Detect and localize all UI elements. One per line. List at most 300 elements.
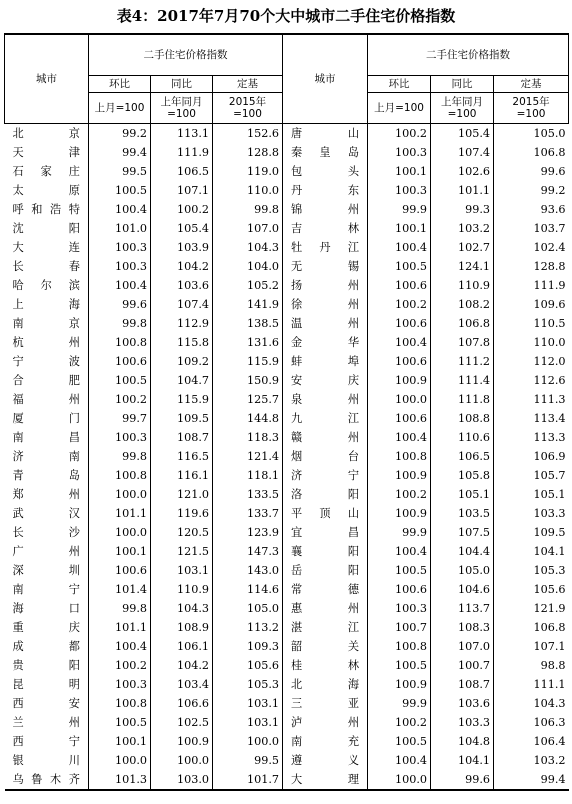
fixed-value-right: 106.8	[494, 143, 569, 162]
fixed-value-left: 107.0	[213, 219, 283, 238]
yoy-value-right: 107.4	[431, 143, 494, 162]
table-row	[5, 257, 569, 276]
table-row	[5, 428, 569, 447]
city-name-right: 赣州	[283, 428, 368, 447]
mom-value-right: 100.1	[368, 219, 431, 238]
yoy-value-right: 104.4	[431, 542, 494, 561]
city-name-right: 常德	[283, 580, 368, 599]
mom-value-left: 100.8	[89, 466, 151, 485]
yoy-value-left: 108.7	[151, 428, 213, 447]
yoy-value-right: 108.7	[431, 675, 494, 694]
city-name-left: 宁波	[12, 355, 80, 368]
yoy-value-right: 105.8	[431, 466, 494, 485]
mom-value-right: 100.3	[368, 599, 431, 618]
mom-value-right: 99.9	[368, 523, 431, 542]
yoy-value-right: 103.5	[431, 504, 494, 523]
mom-value-right: 100.6	[368, 276, 431, 295]
table-row	[5, 504, 569, 523]
table-row	[5, 352, 569, 371]
fixed-value-left: 109.3	[213, 637, 283, 656]
fixed-value-left: 118.1	[213, 466, 283, 485]
mom-value-left: 100.4	[89, 276, 151, 295]
fixed-value-right: 109.6	[494, 295, 569, 314]
table-row	[5, 295, 569, 314]
city-name-left: 南昌	[12, 431, 80, 444]
yoy-value-left: 105.4	[151, 219, 213, 238]
yoy-value-right: 106.8	[431, 314, 494, 333]
city-name-right: 包头	[283, 162, 368, 181]
mom-value-right: 100.9	[368, 466, 431, 485]
mom-value-right: 100.5	[368, 656, 431, 675]
mom-value-right: 100.2	[368, 295, 431, 314]
city-name-right: 襄阳	[283, 542, 368, 561]
city-name-right: 泸州	[283, 713, 368, 732]
yoy-value-left: 120.5	[151, 523, 213, 542]
fixed-value-right: 99.6	[494, 162, 569, 181]
fixed-value-left: 141.9	[213, 295, 283, 314]
city-name-left: 深圳	[12, 564, 80, 577]
table-row	[5, 523, 569, 542]
mom-value-right: 100.6	[368, 352, 431, 371]
table-row	[5, 238, 569, 257]
yoy-value-right: 105.4	[431, 124, 494, 144]
yoy-value-right: 108.2	[431, 295, 494, 314]
table-row	[5, 390, 569, 409]
city-name-right: 洛阳	[283, 485, 368, 504]
mom-value-right: 100.4	[368, 333, 431, 352]
city-name-left: 呼和浩特	[12, 203, 80, 216]
city-name-left: 兰州	[12, 716, 80, 729]
table-row	[5, 466, 569, 485]
yoy-value-left: 111.9	[151, 143, 213, 162]
yoy-value-left: 100.0	[151, 751, 213, 770]
yoy-value-left: 109.5	[151, 409, 213, 428]
fixed-value-right: 102.4	[494, 238, 569, 257]
yoy-value-right: 111.2	[431, 352, 494, 371]
yoy-value-left: 103.4	[151, 675, 213, 694]
fixed-value-left: 133.7	[213, 504, 283, 523]
yoy-value-right: 103.2	[431, 219, 494, 238]
city-name-right: 桂林	[283, 656, 368, 675]
city-name-left: 西安	[12, 697, 80, 710]
mom-value-left: 100.6	[89, 561, 151, 580]
fixed-value-left: 104.0	[213, 257, 283, 276]
fixed-value-left: 101.7	[213, 770, 283, 790]
fixed-value-right: 105.7	[494, 466, 569, 485]
yoy-value-left: 121.0	[151, 485, 213, 504]
mom-value-left: 100.0	[89, 523, 151, 542]
fixed-value-left: 113.2	[213, 618, 283, 637]
city-name-left: 济南	[12, 450, 80, 463]
city-name-left: 杭州	[12, 336, 80, 349]
table-row	[5, 751, 569, 770]
city-name-right: 济宁	[283, 466, 368, 485]
mom-value-right: 100.8	[368, 637, 431, 656]
mom-value-left: 100.3	[89, 257, 151, 276]
city-name-left: 贵阳	[12, 659, 80, 672]
table-row	[5, 143, 569, 162]
col-fixed-left: 定基	[213, 76, 283, 93]
city-name-left: 广州	[12, 545, 80, 558]
fixed-value-right: 109.5	[494, 523, 569, 542]
fixed-value-right: 106.8	[494, 618, 569, 637]
city-name-right: 岳阳	[283, 561, 368, 580]
fixed-value-right: 111.3	[494, 390, 569, 409]
mom-value-right: 100.6	[368, 409, 431, 428]
city-name-left: 哈尔滨	[12, 279, 80, 292]
mom-value-right: 100.2	[368, 713, 431, 732]
fixed-value-right: 110.5	[494, 314, 569, 333]
yoy-value-left: 100.2	[151, 200, 213, 219]
yoy-value-left: 104.3	[151, 599, 213, 618]
table-row	[5, 542, 569, 561]
city-name-left: 武汉	[12, 507, 80, 520]
base-fixed-left: 2015年=100	[213, 93, 283, 124]
mom-value-right: 100.3	[368, 143, 431, 162]
fixed-value-left: 105.2	[213, 276, 283, 295]
table-row	[5, 580, 569, 599]
fixed-value-right: 103.3	[494, 504, 569, 523]
mom-value-right: 100.6	[368, 314, 431, 333]
city-name-right: 扬州	[283, 276, 368, 295]
fixed-value-right: 113.4	[494, 409, 569, 428]
mom-value-right: 100.5	[368, 257, 431, 276]
mom-value-left: 100.6	[89, 352, 151, 371]
yoy-value-right: 104.1	[431, 751, 494, 770]
fixed-value-left: 119.0	[213, 162, 283, 181]
yoy-value-left: 103.0	[151, 770, 213, 790]
fixed-value-left: 104.3	[213, 238, 283, 257]
yoy-value-right: 108.8	[431, 409, 494, 428]
fixed-value-left: 131.6	[213, 333, 283, 352]
city-name-left: 青岛	[12, 469, 80, 482]
table-body	[5, 124, 569, 791]
mom-value-left: 100.0	[89, 485, 151, 504]
table-row	[5, 219, 569, 238]
fixed-value-right: 106.3	[494, 713, 569, 732]
city-name-left: 长春	[12, 260, 80, 273]
table-row	[5, 713, 569, 732]
yoy-value-right: 104.6	[431, 580, 494, 599]
yoy-value-left: 115.8	[151, 333, 213, 352]
base-yoy-left: 上年同月=100	[151, 93, 213, 124]
mom-value-left: 100.2	[89, 656, 151, 675]
yoy-value-left: 107.4	[151, 295, 213, 314]
city-name-left: 重庆	[12, 621, 80, 634]
city-name-right: 金华	[283, 333, 368, 352]
yoy-value-right: 106.5	[431, 447, 494, 466]
mom-value-right: 100.0	[368, 770, 431, 790]
fixed-value-right: 112.0	[494, 352, 569, 371]
city-name-right: 秦皇岛	[283, 143, 368, 162]
mom-value-left: 100.1	[89, 542, 151, 561]
table-row	[5, 162, 569, 181]
table-title: 表4：2017年7月70个大中城市二手住宅价格指数	[116, 7, 456, 25]
fixed-value-right: 105.0	[494, 124, 569, 144]
city-name-right: 温州	[283, 314, 368, 333]
city-name-left: 上海	[12, 298, 80, 311]
mom-value-right: 100.2	[368, 485, 431, 504]
fixed-value-left: 123.9	[213, 523, 283, 542]
yoy-value-left: 104.7	[151, 371, 213, 390]
yoy-value-left: 100.9	[151, 732, 213, 751]
mom-value-right: 100.4	[368, 542, 431, 561]
yoy-value-left: 107.1	[151, 181, 213, 200]
mom-value-left: 100.3	[89, 428, 151, 447]
city-name-left: 长沙	[12, 526, 80, 539]
mom-value-left: 100.8	[89, 333, 151, 352]
city-header-left: 城市	[5, 34, 89, 124]
table-header	[5, 34, 569, 124]
city-name-left: 昆明	[12, 678, 80, 691]
yoy-value-right: 124.1	[431, 257, 494, 276]
city-name-right: 泉州	[283, 390, 368, 409]
fixed-value-right: 104.3	[494, 694, 569, 713]
yoy-value-right: 111.8	[431, 390, 494, 409]
table-row	[5, 485, 569, 504]
city-name-right: 遵义	[283, 751, 368, 770]
mom-value-right: 100.9	[368, 675, 431, 694]
fixed-value-right: 106.4	[494, 732, 569, 751]
city-name-left: 北京	[12, 127, 80, 140]
fixed-value-right: 112.6	[494, 371, 569, 390]
col-yoy-left: 同比	[151, 76, 213, 93]
mom-value-left: 100.4	[89, 200, 151, 219]
mom-value-left: 99.5	[89, 162, 151, 181]
city-name-left: 大连	[12, 241, 80, 254]
col-mom-right: 环比	[368, 76, 431, 93]
mom-value-left: 99.2	[89, 124, 151, 144]
yoy-value-right: 110.9	[431, 276, 494, 295]
yoy-value-left: 116.1	[151, 466, 213, 485]
yoy-value-left: 106.6	[151, 694, 213, 713]
yoy-value-right: 99.6	[431, 770, 494, 790]
yoy-value-left: 103.9	[151, 238, 213, 257]
table-row	[5, 675, 569, 694]
yoy-value-left: 121.5	[151, 542, 213, 561]
mom-value-right: 100.6	[368, 580, 431, 599]
mom-value-right: 100.9	[368, 371, 431, 390]
fixed-value-left: 138.5	[213, 314, 283, 333]
mom-value-left: 100.1	[89, 732, 151, 751]
yoy-value-right: 102.6	[431, 162, 494, 181]
fixed-value-left: 125.7	[213, 390, 283, 409]
city-name-right: 徐州	[283, 295, 368, 314]
mom-value-left: 99.4	[89, 143, 151, 162]
fixed-value-right: 105.1	[494, 485, 569, 504]
mom-value-left: 100.5	[89, 371, 151, 390]
mom-value-right: 100.7	[368, 618, 431, 637]
mom-value-left: 101.4	[89, 580, 151, 599]
fixed-value-right: 128.8	[494, 257, 569, 276]
city-name-left: 南宁	[12, 583, 80, 596]
city-name-left: 银川	[12, 754, 80, 767]
table-row	[5, 637, 569, 656]
city-name-left: 天津	[12, 146, 80, 159]
fixed-value-left: 114.6	[213, 580, 283, 599]
fixed-value-left: 152.6	[213, 124, 283, 144]
mom-value-right: 100.4	[368, 428, 431, 447]
mom-value-left: 100.0	[89, 751, 151, 770]
yoy-value-right: 113.7	[431, 599, 494, 618]
mom-value-right: 100.5	[368, 732, 431, 751]
yoy-value-left: 103.1	[151, 561, 213, 580]
yoy-value-left: 113.1	[151, 124, 213, 144]
mom-value-right: 100.2	[368, 124, 431, 144]
city-name-right: 韶关	[283, 637, 368, 656]
table-row	[5, 314, 569, 333]
table-row	[5, 200, 569, 219]
yoy-value-right: 108.3	[431, 618, 494, 637]
fixed-value-left: 103.1	[213, 694, 283, 713]
fixed-value-left: 99.8	[213, 200, 283, 219]
table-row	[5, 770, 569, 790]
city-name-right: 无锡	[283, 257, 368, 276]
base-fixed-right: 2015年=100	[494, 93, 569, 124]
mom-value-left: 100.3	[89, 675, 151, 694]
yoy-value-left: 110.9	[151, 580, 213, 599]
yoy-value-right: 100.7	[431, 656, 494, 675]
yoy-value-right: 107.8	[431, 333, 494, 352]
city-name-right: 吉林	[283, 219, 368, 238]
yoy-value-left: 104.2	[151, 656, 213, 675]
fixed-value-left: 144.8	[213, 409, 283, 428]
city-header-right: 城市	[283, 34, 368, 124]
fixed-value-left: 99.5	[213, 751, 283, 770]
city-name-left: 福州	[12, 393, 80, 406]
index-group-header-left: 二手住宅价格指数	[89, 34, 283, 76]
price-index-table	[4, 33, 569, 791]
city-name-right: 北海	[283, 675, 368, 694]
mom-value-left: 100.8	[89, 694, 151, 713]
mom-value-left: 100.4	[89, 637, 151, 656]
city-name-left: 合肥	[12, 374, 80, 387]
fixed-value-left: 150.9	[213, 371, 283, 390]
city-name-left: 沈阳	[12, 222, 80, 235]
table-row	[5, 618, 569, 637]
mom-value-left: 99.7	[89, 409, 151, 428]
mom-value-right: 100.4	[368, 751, 431, 770]
fixed-value-right: 103.7	[494, 219, 569, 238]
fixed-value-right: 99.2	[494, 181, 569, 200]
mom-value-left: 100.5	[89, 181, 151, 200]
city-name-right: 蚌埠	[283, 352, 368, 371]
city-name-left: 厦门	[12, 412, 80, 425]
base-yoy-right: 上年同月=100	[431, 93, 494, 124]
city-name-right: 平顶山	[283, 504, 368, 523]
city-name-left: 郑州	[12, 488, 80, 501]
fixed-value-left: 115.9	[213, 352, 283, 371]
yoy-value-right: 103.3	[431, 713, 494, 732]
mom-value-left: 100.3	[89, 238, 151, 257]
city-name-right: 三亚	[283, 694, 368, 713]
mom-value-right: 100.8	[368, 447, 431, 466]
yoy-value-right: 105.0	[431, 561, 494, 580]
table-row	[5, 561, 569, 580]
yoy-value-right: 111.4	[431, 371, 494, 390]
yoy-value-right: 104.8	[431, 732, 494, 751]
yoy-value-left: 102.5	[151, 713, 213, 732]
city-name-right: 大理	[283, 770, 368, 790]
mom-value-left: 101.1	[89, 504, 151, 523]
fixed-value-left: 133.5	[213, 485, 283, 504]
mom-value-left: 99.8	[89, 314, 151, 333]
yoy-value-left: 104.2	[151, 257, 213, 276]
city-name-right: 唐山	[283, 124, 368, 144]
fixed-value-left: 110.0	[213, 181, 283, 200]
fixed-value-right: 111.1	[494, 675, 569, 694]
mom-value-right: 100.5	[368, 561, 431, 580]
city-name-right: 南充	[283, 732, 368, 751]
city-name-right: 惠州	[283, 599, 368, 618]
fixed-value-right: 104.1	[494, 542, 569, 561]
city-name-right: 烟台	[283, 447, 368, 466]
col-yoy-right: 同比	[431, 76, 494, 93]
city-name-right: 牡丹江	[283, 238, 368, 257]
fixed-value-left: 103.1	[213, 713, 283, 732]
base-mom-left: 上月=100	[89, 93, 151, 124]
yoy-value-right: 110.6	[431, 428, 494, 447]
table-row	[5, 656, 569, 675]
fixed-value-right: 98.8	[494, 656, 569, 675]
table-row	[5, 276, 569, 295]
fixed-value-right: 121.9	[494, 599, 569, 618]
table-row	[5, 181, 569, 200]
yoy-value-right: 101.1	[431, 181, 494, 200]
mom-value-right: 99.9	[368, 200, 431, 219]
fixed-value-right: 107.1	[494, 637, 569, 656]
fixed-value-right: 105.3	[494, 561, 569, 580]
fixed-value-right: 93.6	[494, 200, 569, 219]
city-name-left: 西宁	[12, 735, 80, 748]
col-fixed-right: 定基	[494, 76, 569, 93]
yoy-value-left: 106.5	[151, 162, 213, 181]
mom-value-right: 100.0	[368, 390, 431, 409]
city-name-left: 乌鲁木齐	[5, 770, 89, 790]
fixed-value-right: 99.4	[494, 770, 569, 790]
yoy-value-left: 108.9	[151, 618, 213, 637]
mom-value-left: 101.1	[89, 618, 151, 637]
fixed-value-left: 143.0	[213, 561, 283, 580]
fixed-value-right: 105.6	[494, 580, 569, 599]
mom-value-left: 101.0	[89, 219, 151, 238]
table-row	[5, 694, 569, 713]
table-row	[5, 333, 569, 352]
fixed-value-right: 110.0	[494, 333, 569, 352]
city-name-right: 丹东	[283, 181, 368, 200]
fixed-value-left: 128.8	[213, 143, 283, 162]
yoy-value-right: 103.6	[431, 694, 494, 713]
city-name-left: 成都	[12, 640, 80, 653]
fixed-value-left: 105.6	[213, 656, 283, 675]
mom-value-left: 99.8	[89, 599, 151, 618]
city-name-right: 锦州	[283, 200, 368, 219]
yoy-value-left: 112.9	[151, 314, 213, 333]
mom-value-left: 101.3	[89, 770, 151, 790]
fixed-value-left: 105.3	[213, 675, 283, 694]
yoy-value-left: 106.1	[151, 637, 213, 656]
yoy-value-right: 99.3	[431, 200, 494, 219]
mom-value-right: 100.3	[368, 181, 431, 200]
city-name-left: 南京	[12, 317, 80, 330]
yoy-value-left: 119.6	[151, 504, 213, 523]
fixed-value-right: 106.9	[494, 447, 569, 466]
table-row	[5, 447, 569, 466]
table-row	[5, 124, 569, 144]
fixed-value-left: 121.4	[213, 447, 283, 466]
mom-value-left: 99.8	[89, 447, 151, 466]
yoy-value-right: 102.7	[431, 238, 494, 257]
